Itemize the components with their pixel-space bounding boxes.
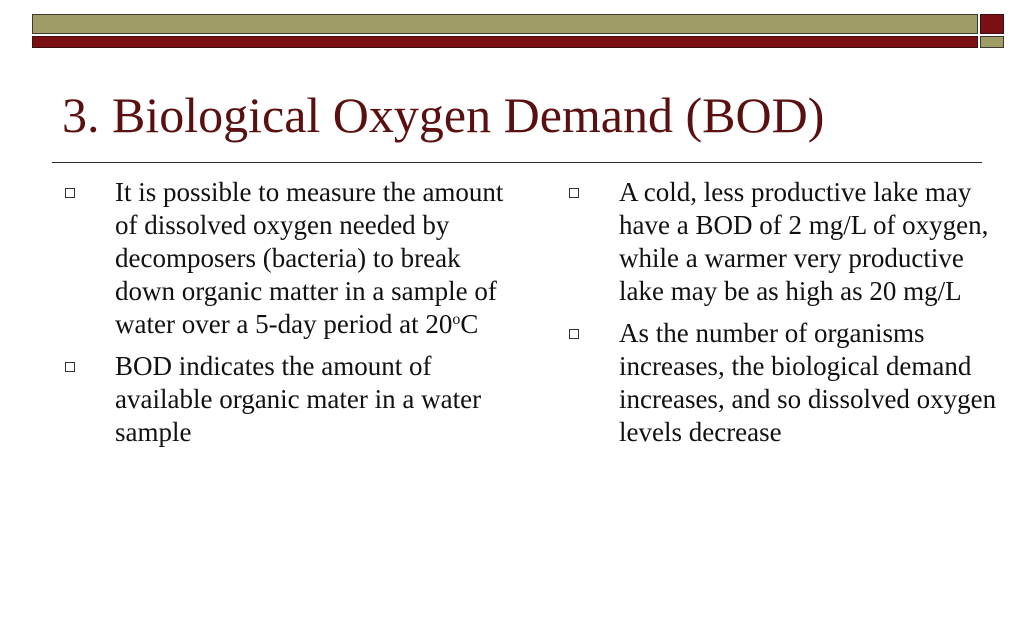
hollow-square-bullet-icon — [569, 329, 579, 339]
header-bar-olive — [32, 14, 978, 34]
left-column — [64, 176, 520, 458]
header-square-olive — [980, 36, 1004, 48]
hollow-square-bullet-icon — [65, 362, 75, 372]
bullet-item — [64, 176, 520, 341]
right-column — [568, 176, 1008, 458]
bullet-item — [64, 350, 520, 449]
hollow-square-bullet-icon — [65, 188, 75, 198]
bullet-text: It is possible to measure the amount of dissolved oxygen needed by decomposers (bacteria) to break down organic matter in a sample of water over a 5-day period at 20$^o$C — [115, 177, 504, 339]
bullet-text: As the number of organisms increases, the biological demand increases, and so dissolved oxygen levels decrease — [619, 318, 997, 447]
slide-title: 3. Biological Oxygen Demand (BOD) — [62, 87, 825, 143]
title-divider — [52, 162, 982, 163]
bullet-text: BOD indicates the amount of available organic mater in a water sample — [115, 351, 482, 447]
degree-superscript: o — [452, 311, 461, 328]
bullet-item — [568, 317, 1008, 449]
bullet-text: A cold, less productive lake may have a BOD of 2 mg/L of oxygen, while a warmer very productive lake may be as high as 20 mg/L — [619, 177, 989, 306]
header-bar-red — [32, 36, 978, 48]
bullet-item — [568, 176, 1008, 308]
header-square-red — [980, 14, 1004, 34]
hollow-square-bullet-icon — [569, 188, 579, 198]
